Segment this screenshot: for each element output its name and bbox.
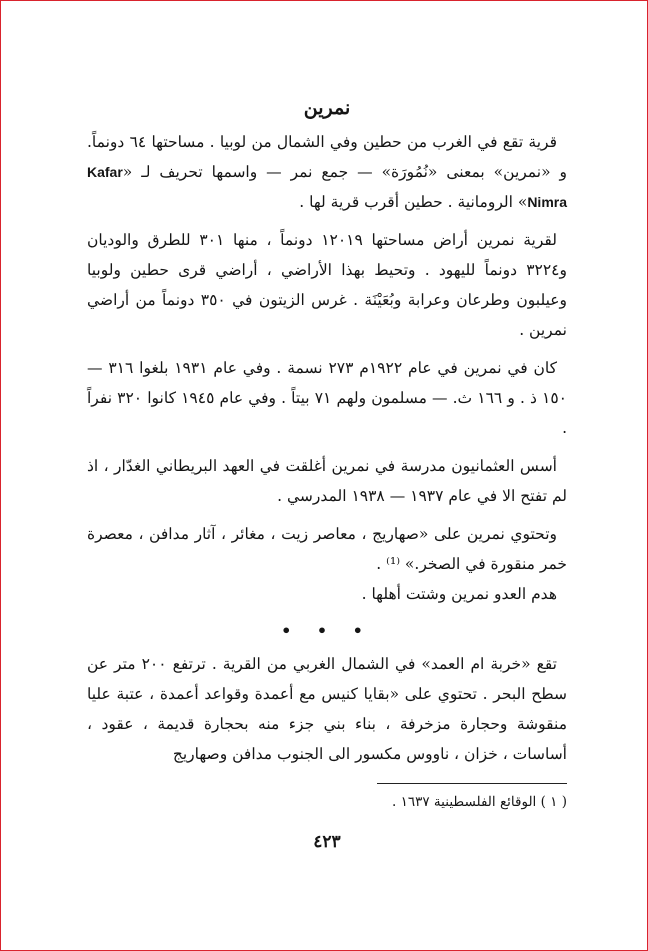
footnote: ( ١ ) الوقائع الفلسطينية ١٦٣٧ .: [392, 794, 567, 810]
paragraph-antiquities: وتحتوي نمرين على «صهاريج ، معاصر زيت ، مغائر ، آثار مدافن ، معصرة خمر منقورة في الصخر.» ⁽¹⁾ .: [87, 525, 567, 573]
paragraph-location-line2a: و «نمرين» بمعنى «نُمُورَة» — جمع نمر — واسمها تحريف لـ «: [122, 163, 567, 181]
section-separator: • • •: [281, 621, 373, 640]
paragraph-school: أسس العثمانيون مدرسة في نمرين أغلقت في العهد البريطاني الغدّار ، اذ لم تفتح الا في عام ١٩٣٧ — ١٩٣٨ المدرسي .: [87, 457, 567, 505]
paragraph-location-line1: قرية تقع في الغرب من حطين وفي الشمال من لوبيا . مساحتها ٦٤ دونماً.: [87, 133, 557, 151]
latin-term-kafar: Kafar: [87, 164, 123, 180]
latin-term-nimra: Nimra: [527, 194, 567, 210]
page-title: نمرين: [303, 97, 351, 119]
page-number: ٤٢٣: [313, 832, 341, 852]
paragraph-lands: لقرية نمرين أراض مساحتها ١٢٠١٩ دونماً ، منها ٣٠١ للطرق والوديان و٣٢٢٤ دونماً لليهود . وتحيط بهذا الأراضي ، أراضي قرى حطين ولوبيا وعيلبون وطرعان وعرابة وبُعَيْنَة . غرس الزيتون في ٣٥٠ دونماً من أراضي نمرين .: [87, 231, 567, 339]
footnote-rule: [377, 783, 567, 784]
paragraph-location: [87, 127, 567, 217]
paragraph-population: كان في نمرين في عام ١٩٢٢م ٢٧٣ نسمة . وفي عام ١٩٣١ بلغوا ٣١٦ — ١٥٠ ذ . و ١٦٦ ث. — مسلمون ولهم ٧١ بيتاً . وفي عام ١٩٤٥ كانوا ٣٢٠ نفراً .: [87, 359, 567, 437]
paragraph-khirba: تقع «خربة ام العمد» في الشمال الغربي من القرية . ترتفع ٢٠٠ متر عن سطح البحر . تحتوي على «بقايا كنيس مع أعمدة وقواعد أعمدة ، عتبة عليا منقوشة وحجارة مزخرفة ، بناء بني جزء منه بحجارة قديمة ، عقود ، أساسات ، خزان ، ناووس مكسور الى الجنوب مدافن وصهاريج: [87, 655, 567, 763]
document-page: [87, 93, 567, 854]
paragraph-location-line2b: » الرومانية . حطين أقرب قرية لها .: [299, 193, 528, 211]
paragraph-destruction: هدم العدو نمرين وشتت أهلها .: [361, 585, 557, 603]
